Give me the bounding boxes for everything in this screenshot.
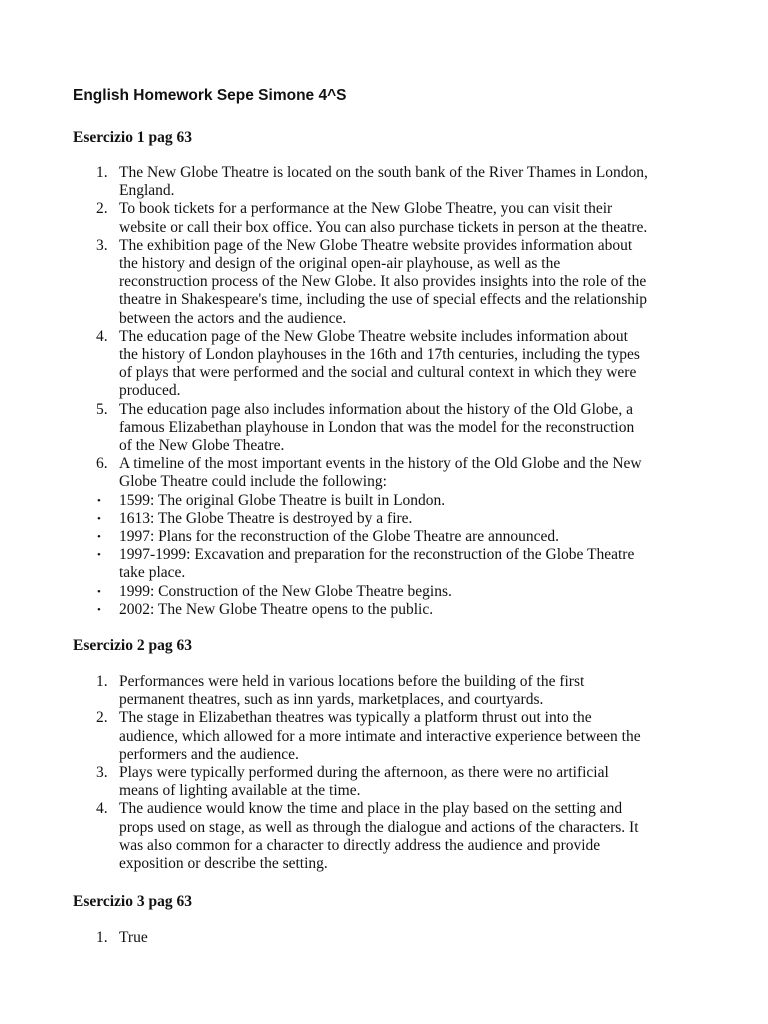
- numbered-item: [0, 673, 768, 709]
- item-text: [119, 328, 709, 401]
- text-line: of plays that were performed and the social and cultural context in which they were: [119, 364, 637, 382]
- bullet-marker: •: [97, 531, 101, 544]
- numbered-item: [0, 455, 768, 491]
- item-text: [119, 929, 709, 947]
- text-line: The exhibition page of the New Globe Theatre website provides information about: [119, 236, 633, 254]
- list-number: 2.: [96, 709, 108, 727]
- text-line: 2002: The New Globe Theatre opens to the public.: [119, 600, 434, 618]
- text-line: The stage in Elizabethan theatres was typically a platform thrust out into the: [119, 709, 592, 727]
- text-line: permanent theatres, such as inn yards, marketplaces, and courtyards.: [119, 691, 544, 709]
- item-text: [119, 237, 709, 328]
- numbered-item: [0, 929, 768, 947]
- numbered-item: [0, 328, 768, 401]
- text-line: between the actors and the audience.: [119, 309, 347, 327]
- text-line: performers and the audience.: [119, 745, 299, 763]
- text-line: 1599: The original Globe Theatre is built in London.: [119, 491, 446, 509]
- text-line: the history of London playhouses in the 16th and 17th centuries, including the types: [119, 346, 640, 364]
- item-text: [119, 673, 709, 709]
- numbered-item: [0, 164, 768, 200]
- document-title: English Homework Sepe Simone 4^S: [73, 87, 347, 104]
- list-number: 1.: [96, 164, 108, 181]
- text-line: produced.: [119, 382, 181, 400]
- text-line: 1999: Construction of the New Globe Theatre begins.: [119, 582, 452, 600]
- section-heading: Esercizio 1 pag 63: [73, 129, 192, 146]
- bullet-item: [0, 546, 768, 582]
- bullet-item: [0, 528, 768, 546]
- item-text: [119, 528, 709, 546]
- item-text: [119, 583, 709, 601]
- section-heading: Esercizio 2 pag 63: [73, 637, 192, 654]
- text-line: of the New Globe Theatre.: [119, 437, 285, 455]
- bullet-item: [0, 601, 768, 619]
- list-number: 3.: [96, 236, 108, 254]
- list-number: 1.: [96, 929, 108, 946]
- bullet-marker: •: [97, 585, 101, 598]
- item-text: [119, 800, 709, 873]
- text-line: famous Elizabethan playhouse in London that was the model for the reconstruction: [119, 418, 635, 436]
- text-line: The New Globe Theatre is located on the south bank of the River Thames in London,: [119, 164, 648, 181]
- item-text: [119, 164, 709, 200]
- numbered-item: [0, 237, 768, 328]
- list-number: 2.: [96, 200, 108, 218]
- numbered-item: [0, 401, 768, 456]
- item-text: [119, 764, 709, 800]
- section-list: [0, 929, 768, 947]
- text-line: props used on stage, as well as through the dialogue and actions of the characters. It: [119, 818, 639, 836]
- numbered-item: [0, 200, 768, 236]
- item-text: [119, 601, 709, 619]
- text-line: True: [119, 929, 148, 946]
- item-text: [119, 546, 709, 582]
- text-line: 1997: Plans for the reconstruction of the Globe Theatre are announced.: [119, 528, 560, 546]
- item-text: [119, 709, 709, 764]
- text-line: 1613: The Globe Theatre is destroyed by a fire.: [119, 509, 413, 527]
- section-heading: Esercizio 3 pag 63: [73, 893, 192, 910]
- section-list: [0, 673, 768, 873]
- text-line: Plays were typically performed during the afternoon, as there were no artificial: [119, 764, 609, 782]
- text-line: take place.: [119, 564, 186, 582]
- text-line: means of lighting available at the time.: [119, 782, 361, 800]
- text-line: theatre in Shakespeare's time, including the use of special effects and the relationship: [119, 291, 648, 309]
- item-text: [119, 455, 709, 491]
- bullet-item: [0, 492, 768, 510]
- bullet-marker: •: [97, 512, 101, 525]
- text-line: audience, which allowed for a more intimate and interactive experience between the: [119, 727, 641, 745]
- text-line: 1997-1999: Excavation and preparation for the reconstruction of the Globe Theatre: [119, 546, 635, 564]
- text-line: To book tickets for a performance at the New Globe Theatre, you can visit their: [119, 200, 613, 218]
- section-list: [0, 164, 768, 619]
- list-number: 4.: [96, 327, 108, 345]
- text-line: England.: [119, 182, 175, 200]
- numbered-item: [0, 709, 768, 764]
- text-line: The audience would know the time and place in the play based on the setting and: [119, 800, 623, 818]
- item-text: [119, 200, 709, 236]
- bullet-item: [0, 510, 768, 528]
- text-line: exposition or describe the setting.: [119, 855, 328, 873]
- list-number: 4.: [96, 800, 108, 818]
- text-line: The education page of the New Globe Theatre website includes information about: [119, 327, 628, 345]
- list-number: 3.: [96, 764, 108, 782]
- item-text: [119, 510, 709, 528]
- list-number: 1.: [96, 673, 108, 690]
- bullet-marker: •: [97, 549, 101, 562]
- item-text: [119, 401, 709, 456]
- list-number: 6.: [96, 455, 108, 473]
- text-line: Globe Theatre could include the following:: [119, 473, 387, 491]
- text-line: The education page also includes information about the history of the Old Globe, a: [119, 400, 633, 418]
- numbered-item: [0, 800, 768, 873]
- text-line: Performances were held in various locations before the building of the first: [119, 673, 585, 690]
- item-text: [119, 492, 709, 510]
- list-number: 5.: [96, 400, 108, 418]
- bullet-item: [0, 583, 768, 601]
- bullet-marker: •: [97, 603, 101, 616]
- text-line: website or call their box office. You can also purchase tickets in person at the theatre.: [119, 218, 648, 236]
- numbered-item: [0, 764, 768, 800]
- text-line: A timeline of the most important events in the history of the Old Globe and the New: [119, 455, 642, 473]
- text-line: reconstruction process of the New Globe. It also provides insights into the role of the: [119, 273, 647, 291]
- bullet-marker: •: [97, 494, 101, 507]
- text-line: the history and design of the original open-air playhouse, as well as the: [119, 255, 561, 273]
- text-line: was also common for a character to directly address the audience and provide: [119, 836, 601, 854]
